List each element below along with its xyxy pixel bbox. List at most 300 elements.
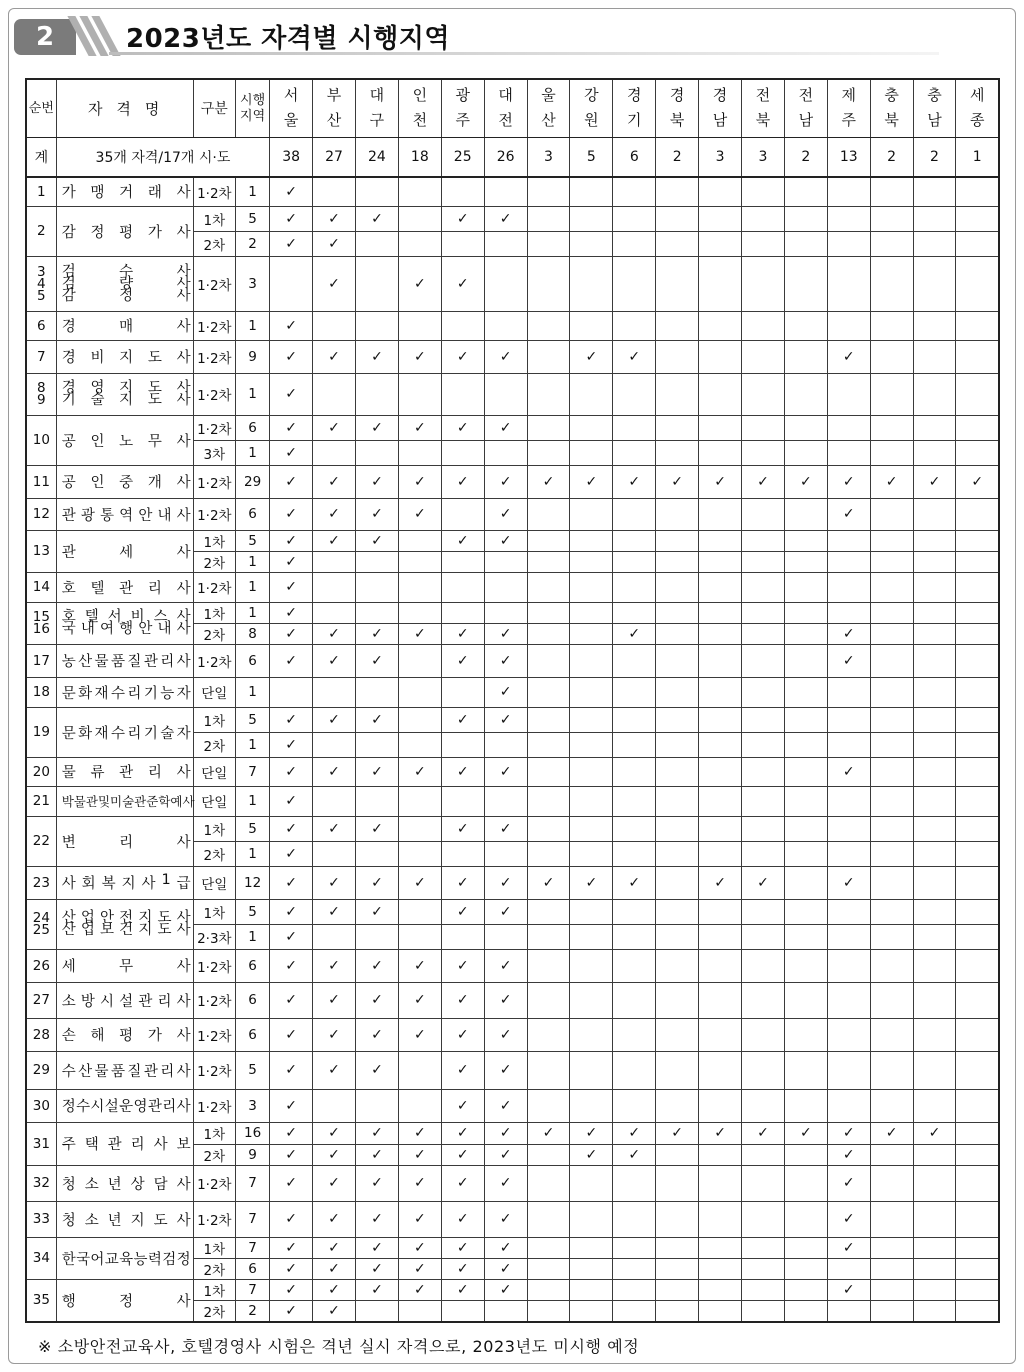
- region-check-cell: [870, 899, 913, 924]
- row-seq-number: 2: [37, 223, 46, 239]
- region-check-cell: [398, 311, 441, 340]
- row-count-cell: 7: [235, 1279, 269, 1300]
- row-name-cell: [56, 899, 193, 949]
- row-seq-cell: [26, 816, 56, 866]
- region-check-cell: [355, 231, 398, 256]
- region-check-cell: [570, 1018, 613, 1051]
- check-icon: ✓: [456, 348, 469, 365]
- region-check-cell: [613, 677, 656, 707]
- region-check-cell: [827, 644, 870, 677]
- region-check-cell: [484, 373, 527, 415]
- region-check-cell: [613, 415, 656, 440]
- region-check-cell: [527, 732, 570, 757]
- check-icon: ✓: [285, 210, 298, 227]
- region-check-cell: [913, 924, 956, 949]
- region-check-cell: [355, 677, 398, 707]
- region-check-cell: [570, 786, 613, 816]
- row-type-cell: 1·2차: [193, 1201, 235, 1237]
- region-check-cell: [484, 256, 527, 311]
- qualification-name: 호 텔 서 비 스 사: [61, 609, 191, 625]
- check-icon: ✓: [328, 874, 340, 891]
- region-check-cell: [784, 231, 827, 256]
- row-name-cell: [56, 530, 193, 572]
- region-check-cell: [484, 924, 527, 949]
- region-check-cell: [570, 602, 613, 623]
- check-icon: ✓: [456, 210, 469, 227]
- region-check-cell: [313, 816, 356, 841]
- check-icon: ✓: [328, 625, 340, 642]
- region-check-cell: [699, 415, 742, 440]
- region-total-14: 13: [827, 137, 870, 177]
- region-check-cell: [913, 816, 956, 841]
- check-icon: ✓: [413, 275, 426, 292]
- region-total-5: 25: [441, 137, 484, 177]
- region-check-cell: [656, 732, 699, 757]
- region-check-cell: [742, 1300, 785, 1322]
- region-check-cell: [613, 1300, 656, 1322]
- row-count-cell: 5: [235, 206, 269, 231]
- row-seq-number: 34: [32, 1250, 50, 1266]
- region-check-cell: [956, 256, 999, 311]
- row-type-cell: 2차: [193, 551, 235, 572]
- region-check-cell: [956, 206, 999, 231]
- region-check-cell: [355, 899, 398, 924]
- region-check-cell: [527, 1165, 570, 1201]
- region-check-cell: [441, 231, 484, 256]
- region-check-cell: [656, 866, 699, 899]
- region-check-cell: [355, 256, 398, 311]
- region-check-cell: [355, 707, 398, 732]
- region-check-cell: [441, 1122, 484, 1144]
- region-check-cell: [613, 949, 656, 982]
- region-check-cell: [570, 440, 613, 465]
- region-check-cell: [913, 551, 956, 572]
- region-check-cell: [827, 311, 870, 340]
- check-icon: ✓: [456, 1026, 469, 1043]
- region-check-cell: [527, 924, 570, 949]
- region-total-2: 27: [313, 137, 356, 177]
- row-type-cell: 2차: [193, 732, 235, 757]
- check-icon: ✓: [499, 1146, 512, 1163]
- table-row: [26, 949, 999, 982]
- region-check-cell: [484, 841, 527, 866]
- region-check-cell: [656, 623, 699, 644]
- region-header-1: 서 울: [270, 79, 313, 137]
- check-icon: ✓: [413, 1146, 426, 1163]
- column-header-type: 구분: [193, 79, 235, 137]
- check-icon: ✓: [456, 820, 469, 837]
- region-check-cell: [913, 786, 956, 816]
- region-header-11: 경 남: [699, 79, 742, 137]
- check-icon: ✓: [456, 874, 469, 891]
- region-check-cell: [270, 982, 313, 1018]
- region-check-cell: [742, 732, 785, 757]
- row-seq-number: 17: [32, 652, 50, 669]
- check-icon: ✓: [285, 1125, 298, 1141]
- region-check-cell: [527, 256, 570, 311]
- region-check-cell: [313, 1122, 356, 1144]
- region-check-cell: [270, 1144, 313, 1165]
- region-check-cell: [956, 551, 999, 572]
- region-check-cell: [827, 1165, 870, 1201]
- column-header-count: [235, 79, 269, 137]
- row-count-cell: 7: [235, 1237, 269, 1258]
- region-check-cell: [699, 644, 742, 677]
- row-name-cell: [56, 602, 193, 644]
- region-check-cell: [570, 732, 613, 757]
- region-check-cell: [742, 1089, 785, 1122]
- check-icon: ✓: [456, 473, 469, 490]
- check-icon: ✓: [413, 1125, 426, 1141]
- region-check-cell: [956, 1258, 999, 1279]
- region-check-cell: [827, 949, 870, 982]
- region-check-cell: [699, 1237, 742, 1258]
- row-seq-cell: [26, 786, 56, 816]
- region-check-cell: [913, 1300, 956, 1322]
- row-seq-cell: [26, 572, 56, 602]
- row-count-cell: 29: [235, 465, 269, 498]
- check-icon: ✓: [371, 625, 383, 642]
- check-icon: ✓: [885, 473, 898, 490]
- region-header-2: 부 산: [313, 79, 356, 137]
- row-type-cell: 1차: [193, 1122, 235, 1144]
- region-check-cell: [913, 1089, 956, 1122]
- region-check-cell: [699, 530, 742, 551]
- region-check-cell: [527, 530, 570, 551]
- check-icon: ✓: [842, 625, 855, 642]
- region-check-cell: [570, 1201, 613, 1237]
- row-name-cell: [56, 707, 193, 757]
- region-check-cell: [742, 1201, 785, 1237]
- region-check-cell: [313, 256, 356, 311]
- row-count-cell: 1: [235, 677, 269, 707]
- region-check-cell: [956, 311, 999, 340]
- row-type-cell: 1·2차: [193, 415, 235, 440]
- region-check-cell: [956, 924, 999, 949]
- region-check-cell: [742, 1258, 785, 1279]
- row-type-cell: 1·2차: [193, 572, 235, 602]
- region-check-cell: [355, 1051, 398, 1089]
- region-check-cell: [441, 949, 484, 982]
- table-row: [26, 572, 999, 602]
- region-check-cell: [484, 1051, 527, 1089]
- region-check-cell: [656, 373, 699, 415]
- region-check-cell: [656, 530, 699, 551]
- region-check-cell: [355, 415, 398, 440]
- region-check-cell: [699, 1165, 742, 1201]
- row-count-cell: 9: [235, 340, 269, 373]
- region-check-cell: [355, 757, 398, 786]
- region-check-cell: [784, 899, 827, 924]
- region-check-cell: [656, 1122, 699, 1144]
- region-check-cell: [870, 1144, 913, 1165]
- region-check-cell: [656, 1089, 699, 1122]
- row-type-cell: 2차: [193, 1258, 235, 1279]
- check-icon: ✓: [499, 1211, 512, 1227]
- check-icon: ✓: [328, 992, 340, 1008]
- check-icon: ✓: [456, 711, 469, 728]
- region-total-17: 1: [956, 137, 999, 177]
- region-check-cell: [570, 1089, 613, 1122]
- section-number-badge: 2: [14, 19, 76, 55]
- row-seq-cell: [26, 982, 56, 1018]
- row-count-cell: 1: [235, 732, 269, 757]
- region-check-cell: [270, 256, 313, 311]
- region-check-cell: [784, 677, 827, 707]
- region-check-cell: [613, 924, 656, 949]
- row-seq-number: 31: [32, 1135, 50, 1152]
- region-header-13: 전 남: [784, 79, 827, 137]
- region-check-cell: [570, 373, 613, 415]
- row-count-cell: 8: [235, 623, 269, 644]
- check-icon: ✓: [285, 1146, 298, 1163]
- table-row: [26, 1165, 999, 1201]
- region-check-cell: [270, 373, 313, 415]
- region-check-cell: [827, 677, 870, 707]
- check-icon: ✓: [499, 625, 512, 642]
- check-icon: ✓: [413, 763, 426, 780]
- region-check-cell: [270, 1051, 313, 1089]
- check-icon: ✓: [328, 348, 340, 365]
- check-icon: ✓: [842, 348, 855, 365]
- region-check-cell: [870, 623, 913, 644]
- check-icon: ✓: [413, 1239, 426, 1256]
- region-check-cell: [913, 1258, 956, 1279]
- row-type-cell: 1차: [193, 530, 235, 551]
- row-seq-number: 5: [37, 287, 46, 304]
- region-check-cell: [656, 256, 699, 311]
- region-check-cell: [570, 1165, 613, 1201]
- region-check-cell: [441, 924, 484, 949]
- region-check-cell: [484, 340, 527, 373]
- region-check-cell: [956, 982, 999, 1018]
- region-check-cell: [742, 924, 785, 949]
- row-type-cell: 3차: [193, 440, 235, 465]
- region-check-cell: [870, 340, 913, 373]
- row-name-cell: [56, 816, 193, 866]
- check-icon: ✓: [413, 625, 426, 642]
- region-check-cell: [355, 1201, 398, 1237]
- region-check-cell: [870, 677, 913, 707]
- region-total-10: 2: [656, 137, 699, 177]
- row-seq-number: 26: [32, 957, 50, 974]
- region-check-cell: [355, 866, 398, 899]
- region-check-cell: [570, 1279, 613, 1300]
- check-icon: ✓: [799, 473, 812, 490]
- region-check-cell: [742, 1051, 785, 1089]
- region-check-cell: [613, 1122, 656, 1144]
- region-check-cell: [613, 1279, 656, 1300]
- check-icon: ✓: [285, 183, 298, 200]
- region-check-cell: [613, 530, 656, 551]
- region-check-cell: [656, 1279, 699, 1300]
- check-icon: ✓: [371, 506, 383, 522]
- column-header-name: 자격명: [56, 79, 193, 137]
- region-check-cell: [784, 602, 827, 623]
- row-seq-number: 29: [32, 1062, 50, 1078]
- region-check-cell: [570, 340, 613, 373]
- check-icon: ✓: [328, 1239, 340, 1256]
- region-check-cell: [441, 1258, 484, 1279]
- region-check-cell: [827, 1018, 870, 1051]
- region-check-cell: [656, 177, 699, 206]
- row-seq-cell: [26, 498, 56, 530]
- row-type-cell: 1차: [193, 1279, 235, 1300]
- region-check-cell: [313, 231, 356, 256]
- check-icon: ✓: [499, 1026, 512, 1043]
- check-icon: ✓: [371, 903, 383, 920]
- region-check-cell: [441, 623, 484, 644]
- region-check-cell: [784, 340, 827, 373]
- check-icon: ✓: [499, 652, 512, 669]
- region-check-cell: [870, 373, 913, 415]
- row-type-cell: 1·2차: [193, 311, 235, 340]
- region-check-cell: [784, 757, 827, 786]
- row-type-cell: 1·2차: [193, 373, 235, 415]
- region-check-cell: [827, 707, 870, 732]
- row-name-cell: [56, 949, 193, 982]
- region-check-cell: [313, 602, 356, 623]
- check-icon: ✓: [285, 473, 298, 490]
- check-icon: ✓: [671, 1125, 684, 1141]
- row-name-cell: [56, 498, 193, 530]
- region-check-cell: [913, 677, 956, 707]
- check-icon: ✓: [499, 684, 512, 700]
- region-check-cell: [484, 866, 527, 899]
- region-check-cell: [313, 415, 356, 440]
- row-type-cell: 2차: [193, 1300, 235, 1322]
- region-check-cell: [484, 757, 527, 786]
- region-check-cell: [570, 757, 613, 786]
- row-type-cell: 2차: [193, 231, 235, 256]
- region-check-cell: [784, 644, 827, 677]
- region-check-cell: [270, 677, 313, 707]
- region-check-cell: [484, 177, 527, 206]
- region-check-cell: [398, 1201, 441, 1237]
- region-check-cell: [398, 924, 441, 949]
- row-seq-number: 18: [32, 684, 50, 700]
- check-icon: ✓: [499, 763, 512, 780]
- region-check-cell: [870, 1300, 913, 1322]
- region-total-7: 3: [527, 137, 570, 177]
- row-seq-number: 22: [32, 833, 50, 849]
- region-check-cell: [613, 866, 656, 899]
- region-check-cell: [913, 530, 956, 551]
- region-check-cell: [527, 551, 570, 572]
- region-check-cell: [827, 623, 870, 644]
- region-check-cell: [527, 572, 570, 602]
- region-check-cell: [270, 1201, 313, 1237]
- check-icon: ✓: [285, 992, 298, 1008]
- region-check-cell: [913, 206, 956, 231]
- region-check-cell: [570, 982, 613, 1018]
- region-check-cell: [355, 340, 398, 373]
- region-check-cell: [784, 1018, 827, 1051]
- check-icon: ✓: [628, 874, 641, 891]
- table-row: [26, 786, 999, 816]
- region-check-cell: [570, 177, 613, 206]
- region-check-cell: [870, 1237, 913, 1258]
- row-seq-cell: [26, 1018, 56, 1051]
- section-header: [14, 16, 1014, 60]
- qualification-name: 검 량 사: [61, 275, 191, 292]
- region-check-cell: [870, 866, 913, 899]
- region-check-cell: [270, 340, 313, 373]
- row-seq-cell: [26, 465, 56, 498]
- region-check-cell: [270, 866, 313, 899]
- row-name-cell: [56, 1051, 193, 1089]
- row-seq-cell: [26, 177, 56, 206]
- row-count-cell: 3: [235, 1089, 269, 1122]
- column-header-seq: [26, 79, 56, 137]
- row-seq-cell: [26, 530, 56, 572]
- row-seq-number: 15: [32, 609, 50, 625]
- table-row: [26, 530, 999, 551]
- region-check-cell: [484, 1089, 527, 1122]
- region-header-9: 경 기: [613, 79, 656, 137]
- check-icon: ✓: [285, 604, 298, 621]
- region-check-cell: [870, 602, 913, 623]
- row-type-cell: 단일: [193, 677, 235, 707]
- row-seq-cell: [26, 866, 56, 899]
- region-check-cell: [613, 982, 656, 1018]
- region-check-cell: [570, 899, 613, 924]
- region-check-cell: [784, 1279, 827, 1300]
- region-check-cell: [699, 177, 742, 206]
- region-check-cell: [699, 602, 742, 623]
- region-check-cell: [699, 1300, 742, 1322]
- region-check-cell: [956, 1018, 999, 1051]
- region-check-cell: [870, 1018, 913, 1051]
- region-check-cell: [784, 1201, 827, 1237]
- table-row: [26, 1201, 999, 1237]
- check-icon: ✓: [456, 763, 469, 780]
- region-check-cell: [398, 841, 441, 866]
- region-check-cell: [313, 498, 356, 530]
- row-seq-number: 4: [37, 275, 46, 292]
- region-check-cell: [441, 340, 484, 373]
- region-check-cell: [742, 1122, 785, 1144]
- region-check-cell: [398, 256, 441, 311]
- region-check-cell: [742, 465, 785, 498]
- qualification-name: 손 해 평 가 사: [61, 1028, 191, 1044]
- qualification-name: 국 내 여 행 안 내 사: [61, 621, 191, 637]
- region-check-cell: [656, 340, 699, 373]
- region-check-cell: [827, 1144, 870, 1165]
- check-icon: ✓: [499, 210, 512, 227]
- row-name-cell: [56, 373, 193, 415]
- row-seq-number: 23: [32, 874, 50, 891]
- row-name-cell: [56, 572, 193, 602]
- region-check-cell: [956, 1122, 999, 1144]
- row-count-cell: 16: [235, 1122, 269, 1144]
- region-check-cell: [827, 1258, 870, 1279]
- region-check-cell: [827, 1300, 870, 1322]
- check-icon: ✓: [628, 1146, 641, 1163]
- region-check-cell: [742, 551, 785, 572]
- check-icon: ✓: [413, 957, 426, 974]
- region-check-cell: [742, 677, 785, 707]
- region-check-cell: [784, 949, 827, 982]
- region-check-cell: [699, 786, 742, 816]
- check-icon: ✓: [371, 419, 383, 436]
- region-check-cell: [784, 551, 827, 572]
- region-check-cell: [270, 1165, 313, 1201]
- region-check-cell: [527, 949, 570, 982]
- check-icon: ✓: [371, 763, 383, 780]
- qualification-name: 사 회 복 지 사 1 급: [61, 872, 191, 892]
- region-check-cell: [613, 732, 656, 757]
